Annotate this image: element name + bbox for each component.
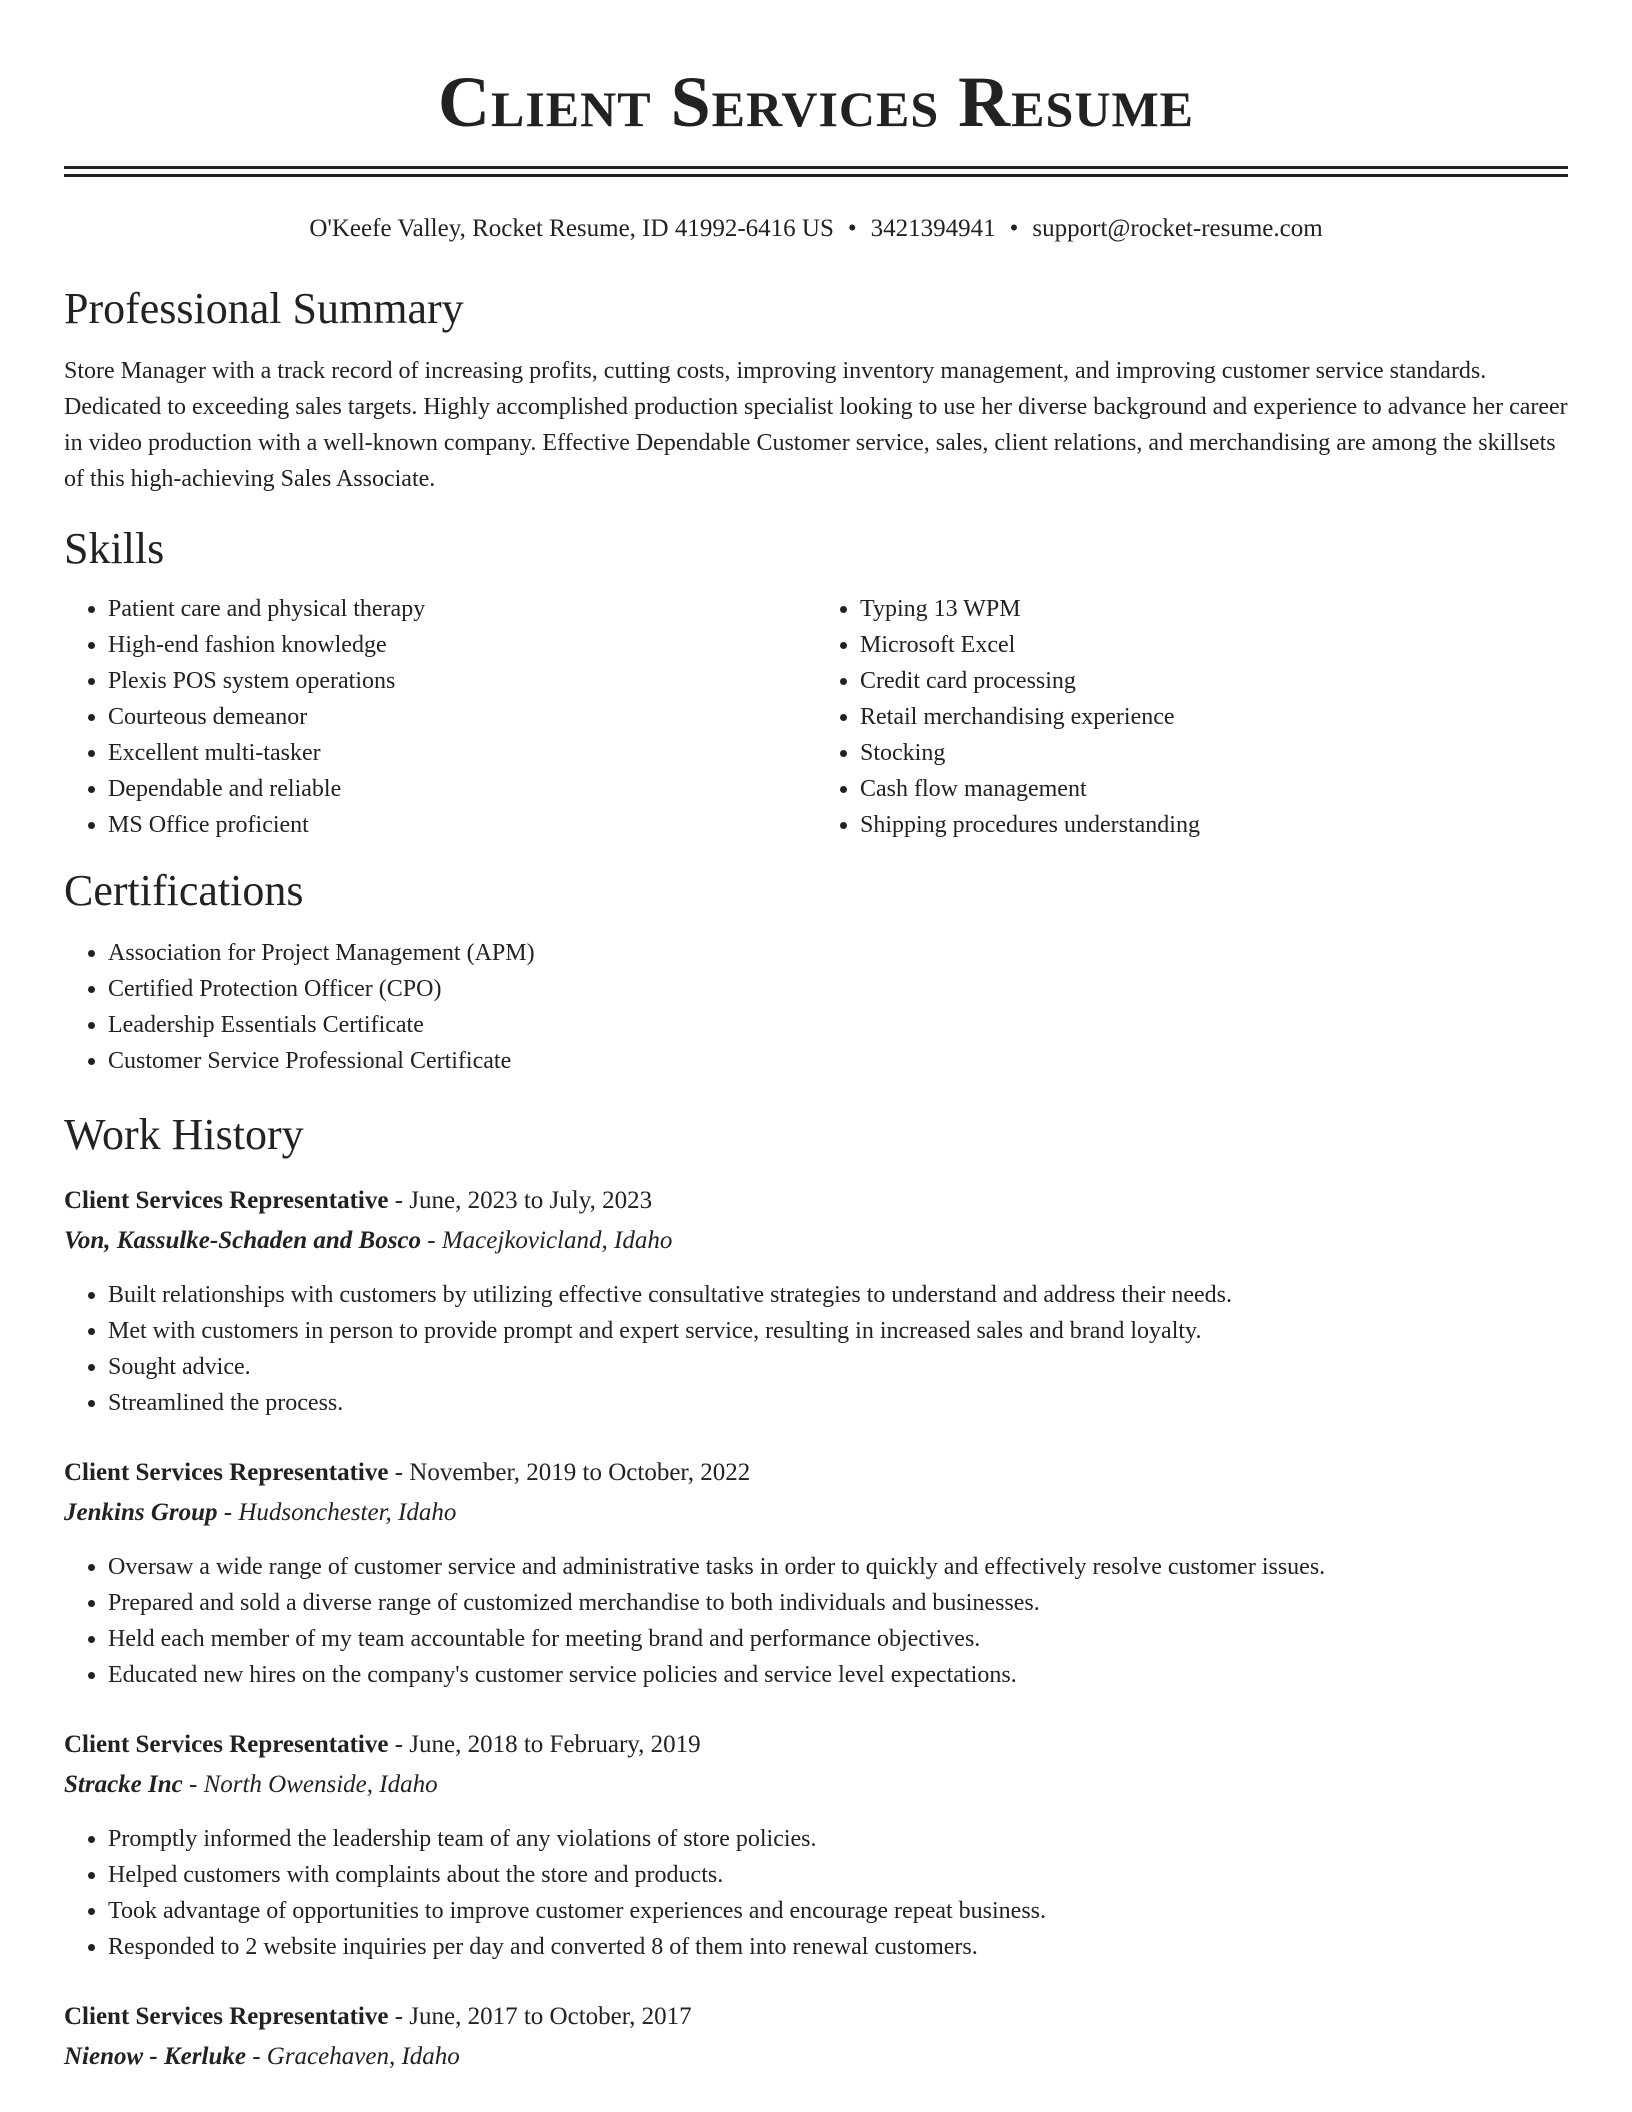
job-title: Client Services Representative bbox=[64, 1459, 389, 1486]
job-bullet: • Educated new hires on the company's customer service policies and service level expectations. bbox=[108, 1657, 1568, 1693]
skill-item: • Excellent multi-tasker bbox=[108, 735, 816, 771]
work-history-heading: Work History bbox=[64, 1110, 304, 1159]
skill-item: • Stocking bbox=[860, 735, 1568, 771]
skill-item: • Patient care and physical therapy bbox=[108, 591, 816, 627]
job-entry bbox=[64, 1455, 1568, 1693]
contact-separator: • bbox=[1009, 215, 1019, 242]
job-title-line bbox=[64, 1455, 1568, 1491]
job-entry bbox=[64, 1183, 1568, 1421]
job-company-line bbox=[64, 1767, 1568, 1803]
job-title: Client Services Representative bbox=[64, 1731, 389, 1758]
skill-item: • Credit card processing bbox=[860, 663, 1568, 699]
job-location: - Macejkovicland, Idaho bbox=[421, 1227, 673, 1254]
skill-item: • MS Office proficient bbox=[108, 807, 816, 843]
job-title: Client Services Representative bbox=[64, 1187, 389, 1214]
skill-item: • Courteous demeanor bbox=[108, 699, 816, 735]
job-dates: - June, 2018 to February, 2019 bbox=[388, 1731, 701, 1758]
job-bullets bbox=[64, 1821, 1568, 1965]
skill-item: • Cash flow management bbox=[860, 771, 1568, 807]
contact-phone: 3421394941 bbox=[870, 215, 996, 242]
certification-item: • Certified Protection Officer (CPO) bbox=[108, 971, 1568, 1007]
job-bullet: • Helped customers with complaints about the store and products. bbox=[108, 1857, 1568, 1893]
job-bullet: • Promptly informed the leadership team of any violations of store policies. bbox=[108, 1821, 1568, 1857]
contact-email[interactable]: support@rocket-resume.com bbox=[1032, 215, 1323, 242]
certifications-list bbox=[64, 935, 1568, 1079]
certification-item: • Customer Service Professional Certificate bbox=[108, 1043, 1568, 1079]
skill-item: • Microsoft Excel bbox=[860, 627, 1568, 663]
summary-text: Store Manager with a track record of increasing profits, cutting costs, improving inventory management, and improving customer service standards. Dedicated to exceeding sales targets. Highly accomplished production specialist looking to use her diverse background and experience to advance her career in video production with a well-known company. Effective Dependable Customer service, sales, client relations, and merchandising are among the skillsets of this high-achieving Sales Associate. bbox=[64, 358, 1568, 492]
resume-title: Client Services Resume bbox=[438, 62, 1194, 142]
job-dates: - June, 2023 to July, 2023 bbox=[388, 1187, 653, 1214]
job-entry bbox=[64, 1727, 1568, 1965]
contact-line bbox=[64, 213, 1568, 245]
job-bullet: • Took advantage of opportunities to improve customer experiences and encourage repeat business. bbox=[108, 1893, 1568, 1929]
skill-item: • Retail merchandising experience bbox=[860, 699, 1568, 735]
job-location: - North Owenside, Idaho bbox=[182, 1771, 438, 1798]
job-company: Jenkins Group bbox=[64, 1499, 218, 1526]
certification-item: • Association for Project Management (APM) bbox=[108, 935, 1568, 971]
job-dates: - June, 2017 to October, 2017 bbox=[388, 2003, 692, 2030]
job-location: - Gracehaven, Idaho bbox=[245, 2043, 460, 2070]
skill-item: • Dependable and reliable bbox=[108, 771, 816, 807]
skill-item: • High-end fashion knowledge bbox=[108, 627, 816, 663]
job-bullet: • Oversaw a wide range of customer service and administrative tasks in order to quickly and effectively resolve customer issues. bbox=[108, 1549, 1568, 1585]
job-title-line bbox=[64, 1183, 1568, 1219]
job-company-line bbox=[64, 2039, 1568, 2075]
job-company: Von, Kassulke-Schaden and Bosco bbox=[64, 1227, 422, 1254]
job-bullet: • Met with customers in person to provide prompt and expert service, resulting in increased sales and brand loyalty. bbox=[108, 1313, 1568, 1349]
job-bullet: • Prepared and sold a diverse range of customized merchandise to both individuals and businesses. bbox=[108, 1585, 1568, 1621]
skills-heading: Skills bbox=[64, 524, 165, 573]
skills-list-right bbox=[816, 591, 1568, 843]
job-title: Client Services Representative bbox=[64, 2003, 389, 2030]
job-bullets bbox=[64, 1277, 1568, 1421]
skill-item: • Shipping procedures understanding bbox=[860, 807, 1568, 843]
job-company: Nienow - Kerluke bbox=[64, 2043, 246, 2070]
job-title-line bbox=[64, 1727, 1568, 1763]
skills-list-left bbox=[64, 591, 816, 843]
job-location: - Hudsonchester, Idaho bbox=[217, 1499, 457, 1526]
contact-separator: • bbox=[847, 215, 857, 242]
job-bullet: • Streamlined the process. bbox=[108, 1385, 1568, 1421]
job-bullet: • Held each member of my team accountable for meeting brand and performance objectives. bbox=[108, 1621, 1568, 1657]
job-bullet: • Responded to 2 website inquiries per day and converted 8 of them into renewal customers. bbox=[108, 1929, 1568, 1965]
job-bullet: • Built relationships with customers by utilizing effective consultative strategies to understand and address their needs. bbox=[108, 1277, 1568, 1313]
skill-item: • Typing 13 WPM bbox=[860, 591, 1568, 627]
summary-heading: Professional Summary bbox=[64, 284, 464, 333]
job-entry bbox=[64, 1999, 1568, 2075]
skills-columns bbox=[64, 591, 1568, 843]
job-bullet: • Sought advice. bbox=[108, 1349, 1568, 1385]
title-double-rule bbox=[64, 166, 1568, 177]
job-company: Stracke Inc bbox=[64, 1771, 183, 1798]
job-dates: - November, 2019 to October, 2022 bbox=[388, 1459, 751, 1486]
certifications-heading: Certifications bbox=[64, 866, 304, 915]
job-company-line bbox=[64, 1223, 1568, 1259]
skill-item: • Plexis POS system operations bbox=[108, 663, 816, 699]
job-bullets bbox=[64, 1549, 1568, 1693]
contact-address: O'Keefe Valley, Rocket Resume, ID 41992-6416 US bbox=[309, 215, 834, 242]
certification-item: • Leadership Essentials Certificate bbox=[108, 1007, 1568, 1043]
job-company-line bbox=[64, 1495, 1568, 1531]
job-title-line bbox=[64, 1999, 1568, 2035]
